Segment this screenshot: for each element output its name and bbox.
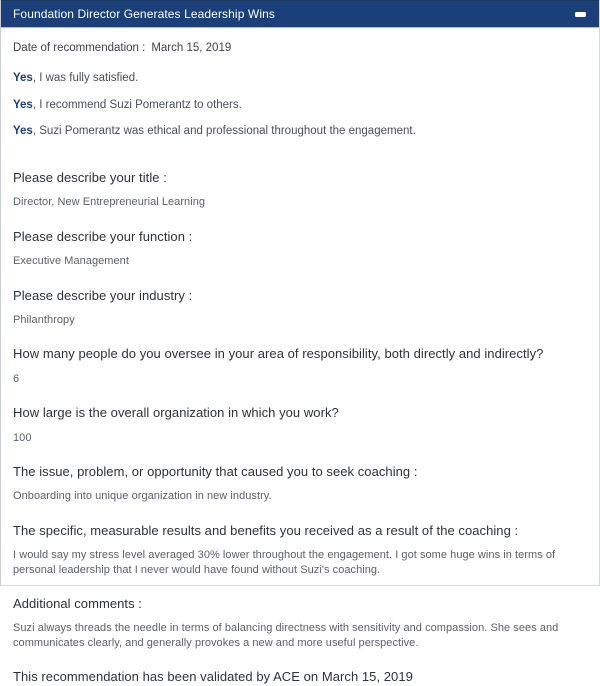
qa-question: Please describe your industry :: [13, 287, 193, 303]
date-value: March 15, 2019: [151, 42, 232, 54]
qa-question: Please describe your title :: [13, 170, 167, 186]
minimize-icon[interactable]: [571, 6, 589, 22]
affirmation-yes: Yes: [13, 98, 33, 111]
qa-question: Additional comments :: [13, 596, 142, 612]
qa-item: [13, 596, 587, 650]
qa-item: [13, 229, 587, 269]
affirmation-text: , I was fully satisfied.: [32, 71, 139, 84]
qa-answer: 100: [13, 431, 32, 444]
qa-question: Please describe your function :: [13, 228, 193, 244]
minimize-glyph: [575, 12, 586, 17]
qa-answer: Director, New Entrepreneurial Learning: [13, 196, 206, 209]
qa-item: [13, 523, 587, 577]
qa-answer: Executive Management: [13, 255, 129, 268]
qa-answer: Suzi always threads the needle in terms of balancing directness with sensitivity and compassion. She sees and communicates clearly, and generally provokes a new and more useful perspective.: [13, 622, 559, 649]
affirmation-yes: Yes: [13, 125, 33, 138]
date-label: Date of recommendation :: [13, 42, 146, 54]
qa-answer: 6: [13, 372, 20, 385]
qa-question: The issue, problem, or opportunity that caused you to seek coaching :: [13, 464, 418, 480]
validation-statement: This recommendation has been validated by ACE on March 15, 2019: [13, 669, 413, 685]
recommendation-content: [1, 28, 599, 686]
qa-item: [13, 288, 587, 328]
qa-question: How large is the overall organization in which you work?: [13, 405, 339, 421]
qa-answer: Philanthropy: [13, 313, 75, 326]
affirmation-text: , I recommend Suzi Pomerantz to others.: [32, 98, 242, 111]
affirmation-item: [13, 125, 587, 139]
qa-question: How many people do you oversee in your area of responsibility, both directly and indirectly?: [13, 346, 544, 362]
qa-item: [13, 464, 587, 504]
qa-item: [13, 405, 587, 445]
affirmation-yes: Yes: [13, 71, 33, 84]
window-titlebar: [1, 0, 599, 28]
qa-item: [13, 170, 587, 210]
date-of-recommendation-row: [13, 42, 587, 56]
affirmation-text: , Suzi Pomerantz was ethical and professional throughout the engagement.: [32, 125, 416, 138]
affirmation-item: [13, 99, 587, 113]
qa-item: [13, 346, 587, 386]
affirmation-item: [13, 72, 587, 86]
window-title: Foundation Director Generates Leadership Wins: [13, 7, 275, 21]
qa-answer: I would say my stress level averaged 30% lower throughout the engagement. I got some huge wins in terms of personal leadership that I never would have found without Suzi's coaching.: [13, 549, 556, 576]
qa-question: The specific, measurable results and benefits you received as a result of the coaching :: [13, 522, 519, 538]
qa-answer: Onboarding into unique organization in new industry.: [13, 490, 272, 503]
